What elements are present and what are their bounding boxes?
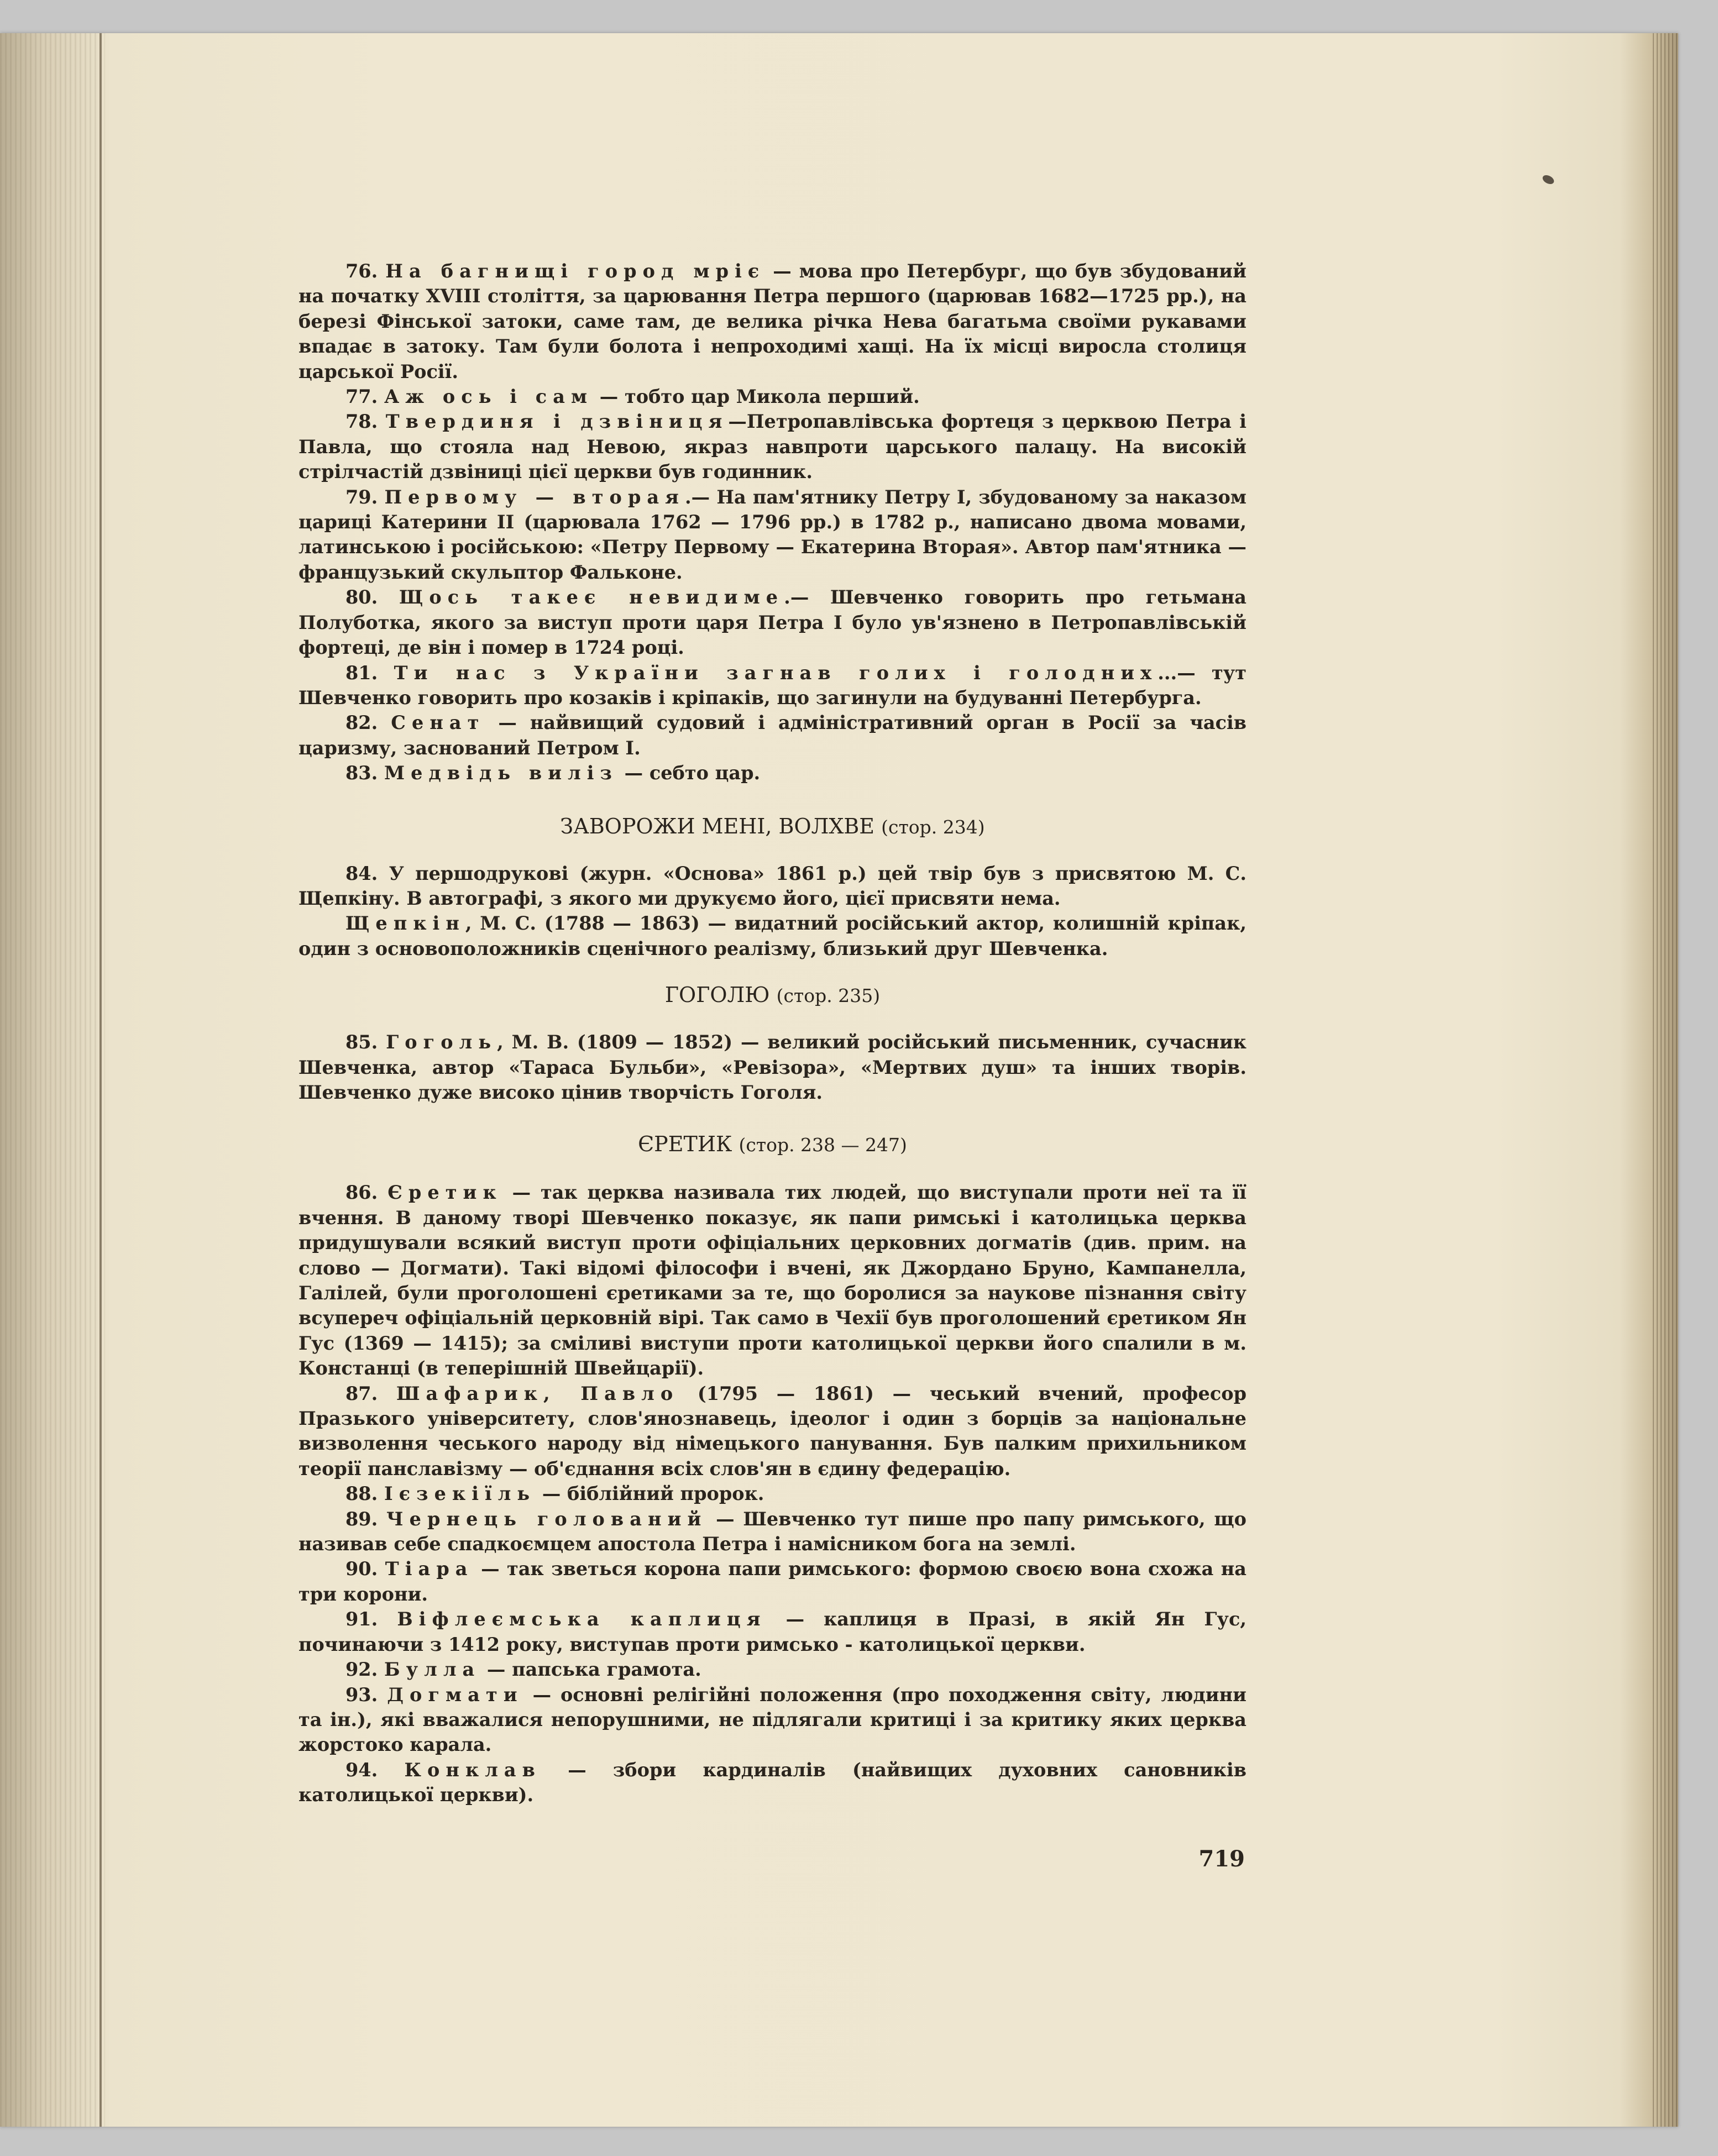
note-entry <box>298 485 1246 585</box>
note-term: Конклав <box>404 1759 542 1781</box>
note-text: .— Шевченко говорить про гетьмана Полуботка, якого за виступ проти царя Петра І було ув'язнено в Петропавлівській фортеці, де він і помер в 1724 році. <box>298 586 1246 659</box>
note-term: На багнищі город мріє <box>385 260 766 282</box>
ink-smudge <box>1541 174 1555 186</box>
section-title: ЄРЕТИК <box>638 1132 732 1157</box>
note-entry <box>298 409 1246 484</box>
note-text: — біблійний пророк. <box>536 1483 764 1505</box>
note-number: 91. <box>345 1608 378 1630</box>
note-text: , М. С. (1788 — 1863) — видатний російський актор, колишній кріпак, один з основоположників сценічного реалізму, близький друг Шевченка. <box>298 912 1246 959</box>
page-text-column <box>298 259 1246 1808</box>
note-number: 94. <box>345 1759 378 1781</box>
note-text: — збори кардиналів (найвищих духовних сановників католицької церкви). <box>298 1759 1246 1806</box>
section-heading-eretyk <box>298 1130 1246 1159</box>
note-term: Ти нас з України загнав голих і голодних <box>394 662 1158 684</box>
section-title: ЗАВОРОЖИ МЕНІ, ВОЛХВЕ <box>560 814 875 838</box>
section-page-ref: (стор. 234) <box>881 816 985 838</box>
page-stack-edge <box>1653 33 1678 2127</box>
note-number: 86. <box>345 1182 378 1204</box>
note-term: Булла <box>384 1659 481 1681</box>
note-term: Первому — вторая <box>384 486 685 508</box>
note-term: Медвідь виліз <box>384 762 618 784</box>
note-text: — папська грамота. <box>480 1659 701 1681</box>
section-page-ref: (стор. 235) <box>776 985 881 1007</box>
note-number: 83. <box>345 762 378 784</box>
note-number: 89. <box>345 1508 378 1530</box>
note-term: Сенат <box>391 712 485 734</box>
note-text: — найвищий судовий і адміністративний орган в Росії за часів царизму, заснований Петром І. <box>298 712 1246 759</box>
note-text: — так церква називала тих людей, що виступали проти неї та її вчення. В даному творі Шевченко показує, як папи римські і католицька церква придушували всякий виступ проти офіціальних церковних догматів (див. прим. на слово — Догмати). Такі відомі філософи і вчені, як Джордано Бруно, Кампанелла, Галілей, були проголошені єретиками за те, що боролися за наукове пізнання світу всупереч офіціальній церковній вірі. Так само в Чехії був проголошений єретиком Ян Гус (1369 — 1415); за сміливі виступи проти католицької церкви його спалили в м. Констанці (в теперішній Швейцарії). <box>298 1182 1246 1379</box>
note-entry <box>298 384 1246 409</box>
note-text: У першодрукові (журн. «Основа» 1861 р.) цей твір був з присвятою М. С. Щепкіну. В автографі, з якого ми друкуємо його, цієї присвяти нема. <box>298 862 1246 909</box>
section-heading-gogol <box>298 981 1246 1010</box>
note-text: —Петропавлівська фортеця з церквою Петра і Павла, що стояла над Невою, якраз навпроти царського палацу. На високій стрілчастій дзвіниці цієї церкви був годинник. <box>298 411 1246 483</box>
note-term: Аж ось і сам <box>384 386 594 408</box>
note-number: 90. <box>345 1558 378 1580</box>
note-text: — тобто цар Микола перший. <box>593 386 920 408</box>
note-number: 78. <box>345 411 378 433</box>
note-number: 79. <box>345 486 378 508</box>
note-term: Ієзекіїль <box>384 1483 536 1505</box>
note-text: — так зветься корона папи римського: формою своєю вона схожа на три корони. <box>298 1558 1246 1605</box>
note-term: Гоголь <box>386 1031 497 1053</box>
note-number: 81. <box>345 662 378 684</box>
note-term: Віфлеємська каплиця <box>397 1608 767 1630</box>
note-number: 80. <box>345 586 378 608</box>
note-text: .— На пам'ятнику Петру І, збудованому за наказом цариці Катерини II (царювала 1762 — 1796 рр.) в 1782 р., написано двома мовами, латинською і російською: «Петру Первому — Екатерина Вторая». Автор пам'ятника — французький скульптор Фальконе. <box>298 486 1246 583</box>
page-number: 719 <box>1198 1846 1245 1872</box>
note-text: — каплиця в Празі, в якій Ян Гус, починаючи з 1412 року, виступав проти римсько - католицької церкви. <box>298 1608 1247 1655</box>
note-entry <box>298 760 1246 785</box>
note-number: 88. <box>345 1483 378 1505</box>
section-page-ref: (стор. 238 — 247) <box>738 1134 907 1156</box>
note-term: Догмати <box>387 1683 523 1706</box>
note-entry <box>298 911 1246 961</box>
notes-list-zavorozhy <box>298 861 1246 962</box>
note-term: Чернець голований <box>386 1508 708 1530</box>
note-entry <box>298 1180 1246 1381</box>
book-spine-shadow <box>0 33 105 2127</box>
note-number: 82. <box>345 712 378 734</box>
note-number: 77. <box>345 386 378 408</box>
note-term: Щепкін <box>345 912 465 935</box>
note-text: — основні релігійні положення (про походження світу, людини та ін.), які вважалися непорушними, не підлягали критиці і за критику яких церква жорстоко карала. <box>298 1683 1246 1756</box>
note-number: 92. <box>345 1659 378 1681</box>
note-entry <box>298 1607 1246 1657</box>
note-entry <box>298 861 1246 911</box>
note-text: — Шевченко тут пише про папу римського, що називав себе спадкоємцем апостола Петра і намісником бога на землі. <box>298 1508 1246 1555</box>
note-entry <box>298 1481 1246 1506</box>
note-entry <box>298 585 1246 660</box>
note-number: 85. <box>345 1031 378 1053</box>
notes-list-continued <box>298 259 1246 786</box>
note-term: Єретик <box>387 1182 502 1204</box>
note-entry <box>298 259 1246 384</box>
note-entry <box>298 710 1246 760</box>
note-entry <box>298 1657 1246 1682</box>
note-entry <box>298 1507 1246 1557</box>
note-number: 84. <box>345 862 378 884</box>
notes-list-gogol <box>298 1030 1246 1105</box>
page-gutter-line <box>99 33 102 2127</box>
note-text: , М. В. (1809 — 1852) — великий російський письменник, сучасник Шевченка, автор «Тараса Бульби», «Ревізора», «Мертвих душ» та інших творів. Шевченко дуже високо цінив творчість Гоголя. <box>298 1031 1246 1103</box>
note-text: (1795 — 1861) — чеський вчений, професор Празького університету, слов'янознавець, ідеолог і один з борців за національне визволення чеського народу від німецького панування. Був палким прихильником теорії панславізму — об'єднання всіх слов'ян в єдину федерацію. <box>298 1382 1246 1480</box>
notes-list-eretyk <box>298 1180 1246 1807</box>
note-number: 87. <box>345 1382 378 1404</box>
note-term: Шафарик, Павло <box>396 1382 679 1404</box>
note-term: Щось такеє невидиме <box>399 586 784 608</box>
note-text: — себто цар. <box>618 762 761 784</box>
note-entry <box>298 1758 1246 1808</box>
section-heading-zavorozhy <box>298 812 1246 841</box>
note-number: 93. <box>345 1683 378 1706</box>
note-term: Тіара <box>385 1558 474 1580</box>
note-text: — мова про Петербург, що був збудований на початку XVIII століття, за царювання Петра першого (царював 1682—1725 рр.), на березі Фінської затоки, саме там, де велика річка Нева багатьма своїми рукавами впадає в затоку. Там були болота і непроходимі хащі. На їх місці виросла столиця царської Росії. <box>298 260 1246 382</box>
note-entry <box>298 1030 1246 1105</box>
note-text: ...— тут Шевченко говорить про козаків і кріпаків, що загинули на будуванні Петербурга. <box>298 662 1246 709</box>
note-number: 76. <box>345 260 378 282</box>
note-entry <box>298 1682 1246 1758</box>
section-title: ГОГОЛЮ <box>664 983 770 1008</box>
note-entry <box>298 660 1246 711</box>
note-entry <box>298 1556 1246 1607</box>
note-entry <box>298 1381 1246 1482</box>
note-term: Твердиня і дзвіниця <box>385 411 729 433</box>
